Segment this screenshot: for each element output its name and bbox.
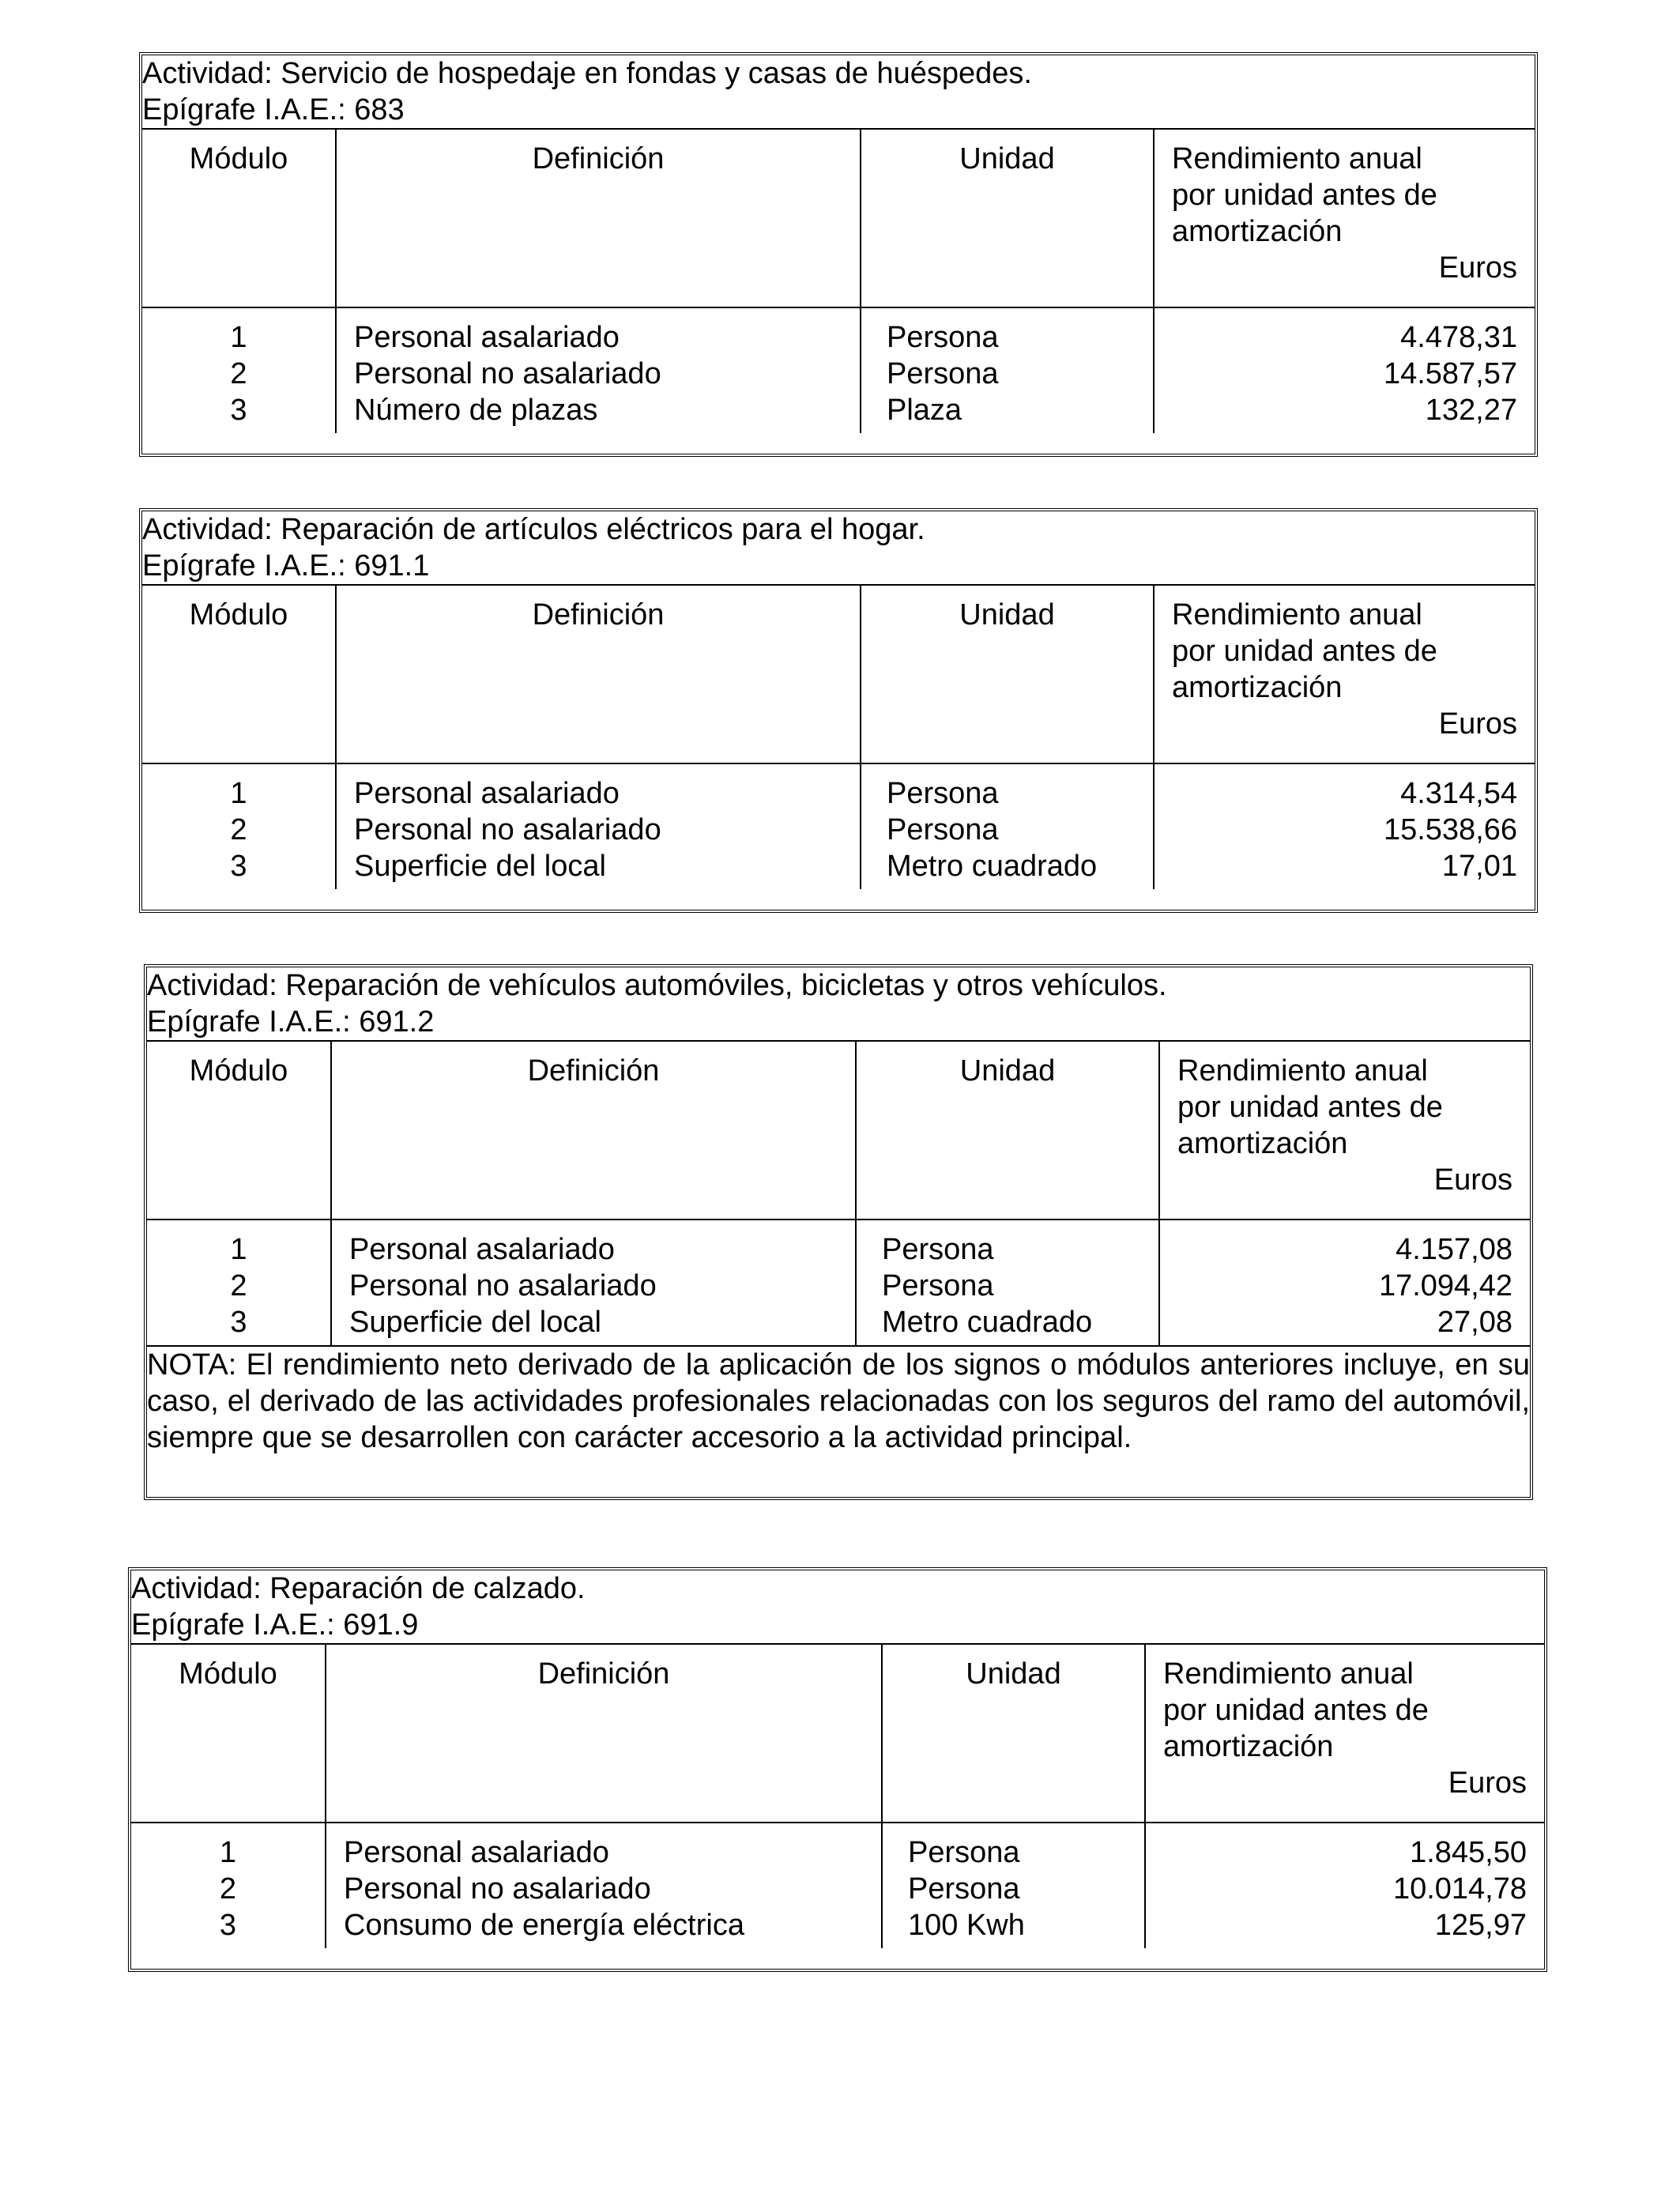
data-rows bbox=[142, 763, 1535, 889]
column-header-definicion: Definición bbox=[331, 1041, 856, 1220]
rendimiento-value: 17.094,42 bbox=[1378, 1269, 1512, 1302]
modulo-number: 1 bbox=[230, 1233, 247, 1266]
definicion-text: Personal no asalariado bbox=[349, 1269, 657, 1302]
rendimiento-value: 132,27 bbox=[1425, 394, 1517, 427]
column-header-unidad: Unidad bbox=[861, 129, 1154, 307]
modulo-number: 1 bbox=[219, 1836, 237, 1869]
rendimiento-line-2: por unidad antes de bbox=[1177, 1091, 1443, 1124]
rendimiento-value: 15.538,66 bbox=[1383, 813, 1517, 846]
euros-unit-label: Euros bbox=[1438, 251, 1517, 285]
modulo-cell bbox=[147, 1220, 331, 1346]
rendimiento-value: 27,08 bbox=[1437, 1306, 1512, 1339]
column-header-modulo: Módulo bbox=[131, 1644, 326, 1823]
modulo-cell bbox=[131, 1823, 326, 1948]
rendimiento-value: 10.014,78 bbox=[1392, 1872, 1527, 1906]
rendimiento-line-3: amortización bbox=[1172, 215, 1343, 248]
rendimiento-line-1: Rendimiento anual bbox=[1163, 1657, 1414, 1691]
unidad-text: Persona bbox=[887, 813, 999, 846]
rendimiento-value: 14.587,57 bbox=[1383, 357, 1517, 390]
unidad-text: Persona bbox=[882, 1233, 994, 1266]
unidad-text: Persona bbox=[908, 1836, 1020, 1869]
modulo-cell bbox=[142, 307, 336, 433]
rendimiento-value: 4.314,54 bbox=[1400, 777, 1517, 810]
unidad-cell bbox=[861, 307, 1154, 433]
rendimiento-line-3: amortización bbox=[1177, 1127, 1348, 1160]
definicion-text: Personal asalariado bbox=[344, 1836, 609, 1869]
unidad-cell bbox=[861, 763, 1154, 889]
euros-unit-label: Euros bbox=[1438, 707, 1517, 741]
data-rows bbox=[147, 1220, 1530, 1346]
column-header-modulo: Módulo bbox=[142, 129, 336, 307]
definicion-text: Superficie del local bbox=[349, 1306, 601, 1339]
modulo-number: 2 bbox=[230, 813, 247, 846]
euros-unit-label: Euros bbox=[1448, 1766, 1527, 1800]
modulo-cell bbox=[142, 763, 336, 889]
definicion-cell bbox=[326, 1823, 882, 1948]
module-table-691-1 bbox=[139, 508, 1538, 913]
rendimiento-value: 17,01 bbox=[1441, 850, 1517, 883]
definicion-text: Personal no asalariado bbox=[354, 813, 661, 846]
modulo-number: 3 bbox=[230, 1306, 247, 1339]
module-table-691-2 bbox=[144, 964, 1533, 1500]
unidad-text: Persona bbox=[887, 777, 999, 810]
activity-title: Actividad: Reparación de artículos eléctricos para el hogar. bbox=[142, 513, 925, 546]
modulo-number: 3 bbox=[230, 850, 247, 883]
epigrafe-label: Epígrafe I.A.E.: 691.2 bbox=[147, 1005, 435, 1039]
unidad-text: 100 Kwh bbox=[908, 1909, 1025, 1942]
rendimiento-line-3: amortización bbox=[1172, 671, 1343, 704]
column-header-definicion: Definición bbox=[326, 1644, 882, 1823]
column-header-definicion: Definición bbox=[336, 129, 861, 307]
rendimiento-value: 4.478,31 bbox=[1400, 321, 1517, 354]
data-rows bbox=[131, 1823, 1544, 1948]
unidad-text: Metro cuadrado bbox=[882, 1306, 1093, 1339]
rendimiento-cell bbox=[1145, 1823, 1544, 1948]
modulo-number: 3 bbox=[230, 394, 247, 427]
definicion-text: Personal asalariado bbox=[349, 1233, 615, 1266]
unidad-text: Plaza bbox=[887, 394, 962, 427]
activity-header bbox=[142, 511, 1535, 585]
definicion-text: Superficie del local bbox=[354, 850, 606, 883]
unidad-text: Persona bbox=[887, 321, 999, 354]
rendimiento-line-2: por unidad antes de bbox=[1172, 635, 1437, 668]
modulo-number: 2 bbox=[230, 1269, 247, 1302]
rendimiento-value: 4.157,08 bbox=[1396, 1233, 1512, 1266]
modulo-number: 2 bbox=[219, 1872, 237, 1906]
definicion-text: Número de plazas bbox=[354, 394, 598, 427]
unidad-text: Metro cuadrado bbox=[887, 850, 1098, 883]
euros-unit-label: Euros bbox=[1433, 1163, 1512, 1197]
unidad-text: Persona bbox=[882, 1269, 994, 1302]
rendimiento-cell bbox=[1159, 1220, 1530, 1346]
column-header-rendimiento bbox=[1154, 129, 1535, 307]
definicion-text: Personal asalariado bbox=[354, 777, 620, 810]
unidad-cell bbox=[882, 1823, 1145, 1948]
modulo-number: 1 bbox=[230, 777, 247, 810]
column-header-modulo: Módulo bbox=[147, 1041, 331, 1220]
definicion-cell bbox=[336, 763, 861, 889]
column-header-definicion: Definición bbox=[336, 585, 861, 763]
activity-title: Actividad: Reparación de calzado. bbox=[131, 1572, 586, 1605]
epigrafe-label: Epígrafe I.A.E.: 683 bbox=[142, 93, 405, 126]
rendimiento-cell bbox=[1154, 763, 1535, 889]
rendimiento-line-1: Rendimiento anual bbox=[1177, 1054, 1428, 1088]
modulo-number: 3 bbox=[219, 1909, 237, 1942]
column-header-unidad: Unidad bbox=[856, 1041, 1159, 1220]
rendimiento-line-2: por unidad antes de bbox=[1172, 179, 1437, 212]
module-table-691-9 bbox=[128, 1567, 1547, 1972]
definicion-text: Personal no asalariado bbox=[354, 357, 661, 390]
column-header-rendimiento bbox=[1145, 1644, 1544, 1823]
column-header-unidad: Unidad bbox=[861, 585, 1154, 763]
data-rows bbox=[142, 307, 1535, 433]
unidad-cell bbox=[856, 1220, 1159, 1346]
definicion-text: Consumo de energía eléctrica bbox=[344, 1909, 744, 1942]
nota-text: NOTA: El rendimiento neto derivado de la aplicación de los signos o módulos anteriores incluye, en su caso, el derivado de las actividades profesionales relacionadas con los seguros del ramo del automóvil, siempre que se desarrollen con carácter accesorio a la actividad principal. bbox=[147, 1346, 1530, 1456]
column-header-rendimiento bbox=[1154, 585, 1535, 763]
rendimiento-cell bbox=[1154, 307, 1535, 433]
definicion-text: Personal no asalariado bbox=[344, 1872, 651, 1906]
activity-header bbox=[131, 1570, 1544, 1644]
epigrafe-label: Epígrafe I.A.E.: 691.9 bbox=[131, 1608, 419, 1642]
modulo-number: 2 bbox=[230, 357, 247, 390]
rendimiento-line-3: amortización bbox=[1163, 1730, 1334, 1763]
definicion-cell bbox=[331, 1220, 856, 1346]
activity-header bbox=[142, 55, 1535, 129]
column-header-modulo: Módulo bbox=[142, 585, 336, 763]
rendimiento-line-1: Rendimiento anual bbox=[1172, 598, 1422, 631]
column-header-rendimiento bbox=[1159, 1041, 1530, 1220]
rendimiento-line-1: Rendimiento anual bbox=[1172, 142, 1422, 175]
definicion-text: Personal asalariado bbox=[354, 321, 620, 354]
activity-header bbox=[147, 967, 1530, 1041]
definicion-cell bbox=[336, 307, 861, 433]
column-header-unidad: Unidad bbox=[882, 1644, 1145, 1823]
unidad-text: Persona bbox=[908, 1872, 1020, 1906]
modulo-number: 1 bbox=[230, 321, 247, 354]
activity-title: Actividad: Reparación de vehículos automóviles, bicicletas y otros vehículos. bbox=[147, 969, 1167, 1002]
activity-title: Actividad: Servicio de hospedaje en fondas y casas de huéspedes. bbox=[142, 57, 1032, 90]
rendimiento-value: 125,97 bbox=[1434, 1909, 1527, 1942]
rendimiento-value: 1.845,50 bbox=[1410, 1836, 1527, 1869]
unidad-text: Persona bbox=[887, 357, 999, 390]
module-table-683 bbox=[139, 52, 1538, 457]
rendimiento-line-2: por unidad antes de bbox=[1163, 1694, 1429, 1727]
epigrafe-label: Epígrafe I.A.E.: 691.1 bbox=[142, 549, 430, 582]
